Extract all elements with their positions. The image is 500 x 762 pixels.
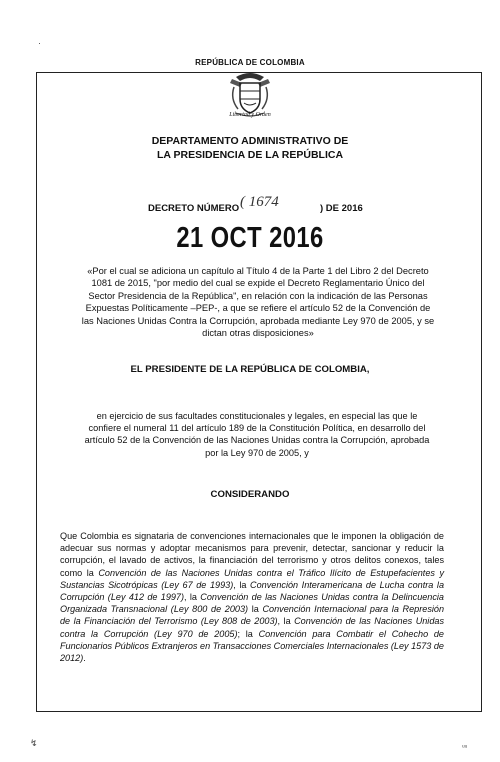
president-heading: EL PRESIDENTE DE LA REPÚBLICA DE COLOMBIA,: [130, 364, 370, 375]
paragraph-text: la: [248, 604, 263, 615]
scan-mark-top: ·: [38, 38, 41, 48]
seal-motto: Libertad y Orden: [229, 112, 271, 118]
paragraph-text: ; la: [237, 628, 259, 639]
decree-year: ) DE 2016: [320, 203, 363, 214]
country-header: REPÚBLICA DE COLOMBIA: [195, 58, 305, 67]
paragraph-text: , la: [184, 592, 201, 603]
convention-citation: Convención Interamericana de Lucha contra la Corrupción (Ley 412 de 1997): [60, 579, 444, 603]
paragraph-text: , la: [233, 579, 251, 590]
paragraph-text: .: [83, 653, 86, 664]
decree-label: DECRETO NÚMERO: [148, 203, 240, 214]
considerando-paragraph: [60, 530, 444, 664]
convention-citation: Convención Internacional para la Represión de la Financiación del Terrorismo (Ley 808 de 2003): [60, 604, 444, 627]
department-title: [0, 134, 500, 162]
convention-citation: Convención de las Naciones Unidas contra el Tráfico Ilícito de Estupefacientes y Sustancias Sicotrópicas (Ley 67 de 1993): [60, 567, 444, 590]
considerando-heading: CONSIDERANDO: [210, 489, 290, 500]
department-line-1: DEPARTAMENTO ADMINISTRATIVO DE: [151, 135, 349, 147]
paragraph-text: Que Colombia es signataria de convenciones internacionales que le imponen la obligación de adecuar sus normas y adoptar mecanismos para prevenir, detectar, sancionar y reducir la corrupción, el lavado de activos, la financiación del terrorismo y otros delitos conexos, tales como la: [60, 531, 444, 578]
convention-citation: Convención de las Naciones Unidas contra la Delincuencia Organizada Transnacional (Ley 800 de 2003): [60, 592, 444, 615]
decree-summary: «Por el cual se adiciona un capítulo al Título 4 de la Parte 1 del Libro 2 del Decreto 1081 de 2015, "por medio del cual se expide el Decreto Reglamentario Único del Sector Presidencia de la República", en relación con la indicación de las Personas Expuestas Políticamente –PEP-, a que se refiere el artículo 52 de la Convención de las Naciones Unidas Contra la Corrupción, aprobada mediante Ley 970 de 2005, y se dictan otras disposiciones»: [81, 266, 435, 339]
initials-mark-left: ↯: [30, 738, 38, 748]
date-stamp: 21 OCT 2016: [176, 222, 324, 254]
powers-paragraph: en ejercicio de sus facultades constitucionales y legales, en especial las que le confiere el numeral 11 del artículo 189 de la Constitución Política, en desarrollo del artículo 52 de la Convención de las Naciones Unidas contra la Corrupción, aprobada por la Ley 970 de 2005, y: [84, 411, 430, 458]
decree-number: ( 1674: [240, 194, 279, 210]
department-line-2: LA PRESIDENCIA DE LA REPÚBLICA: [156, 149, 344, 161]
convention-citation: Convención de las Naciones Unidas contra la Corrupción (Ley 970 de 2005): [60, 616, 444, 639]
initials-mark-right: ᵤᵤ: [462, 742, 468, 749]
convention-citation: Convención para Combatir el Cohecho de Funcionarios Públicos Extranjeros en Transacciones Comerciales Internacionales (Ley 1573 de 2012): [60, 628, 444, 664]
paragraph-text: , la: [277, 616, 295, 627]
